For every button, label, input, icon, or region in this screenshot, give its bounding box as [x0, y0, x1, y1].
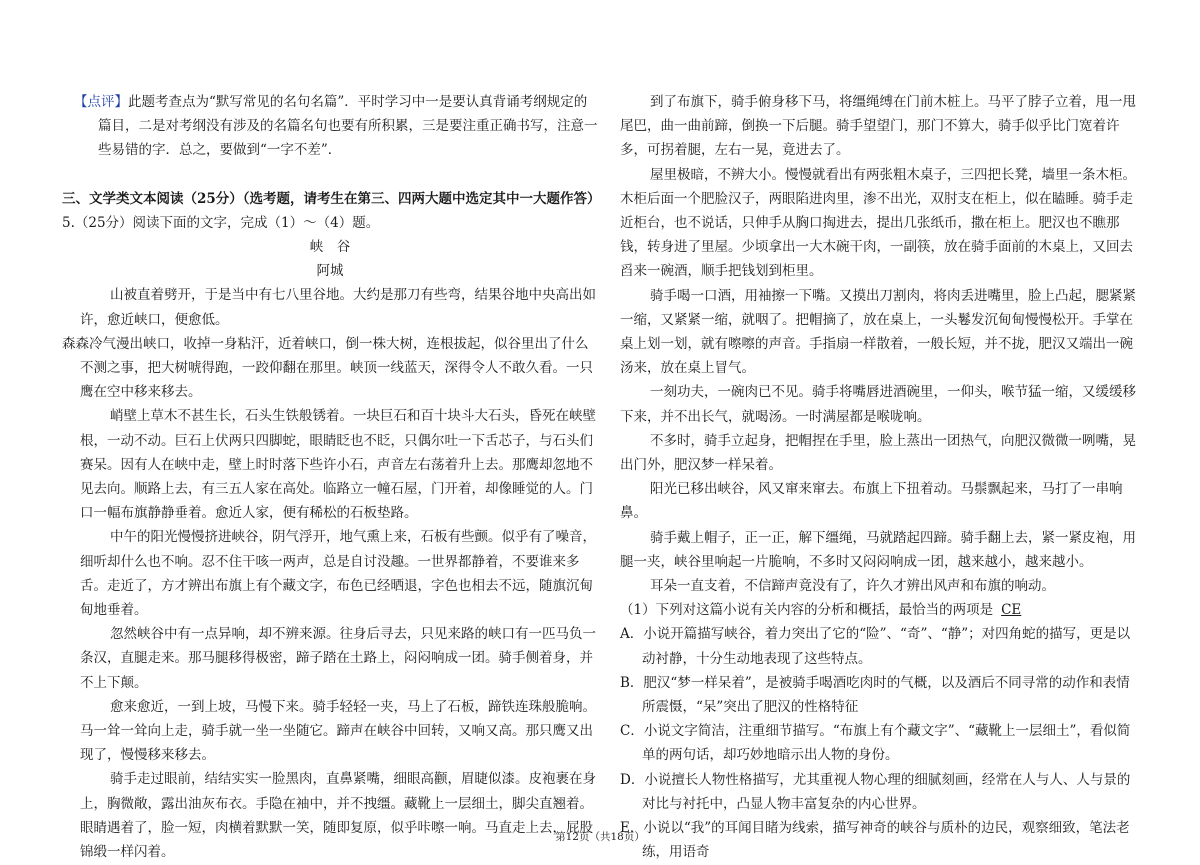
comment-text: 此题考查点为“默写常见的名句名篇”．平时学习中一是要认真背诵考纲规定的篇目，二是对考纲没有涉及的名篇名句也要有所积累，三是要注重正确书写，注意一些易错的字．总之，要做到“一字不差”． [98, 94, 598, 159]
question-1-answer: CE [1001, 602, 1022, 619]
story-paragraph: 屋里极暗，不辨大小。慢慢就看出有两张粗木桌子，三四把长凳，墙里一条木柜。木柜后面一个肥脸汉子，两眼陷进肉里，渗不出光，双肘支在柜上，似在瞌睡。骑手走近柜台，也不说话，只伸手从胸口掏进去，提出几张纸币，撒在柜上。肥汉也不瞧那钱，转身进了里屋。少顷拿出一大木碗干肉，一副筷，放在骑手面前的木桌上，又回去舀来一碗酒，顺手把钱划到柜里。 [620, 166, 1136, 280]
story-author: 阿城 [316, 263, 344, 280]
option-c: C．小说文字简洁，注重细节描写。“布旗上有个藏文字”、“藏靴上一层细土”，看似简单的两句话，却巧妙地暗示出人物的身份。 [620, 723, 1131, 764]
section-heading: 三、文学类文本阅读（25分）（选考题，请考生在第三、四两大题中选定其中一大题作答） [62, 190, 601, 207]
story-paragraph: 忽然峡谷中有一点异响，却不辨来源。往身后寻去，只见来路的峡口有一匹马负一条汉，直腿走来。那马腿移得极密，蹄子踏在土路上，闷闷响成一团。骑手侧着身，并不上下颠。 [80, 626, 596, 691]
story-paragraph: 愈来愈近，一到上坡，马慢下来。骑手轻轻一夹，马上了石板，蹄铁连珠般脆响。马一耸一耸向上走，骑手就一坐一坐随它。蹄声在峡谷中回转，又响又高。那只鹰又出现了，慢慢移来移去。 [80, 698, 596, 764]
question-1-prompt: （1）下列对这篇小说有关内容的分析和概括，最恰当的两项是 [620, 602, 994, 619]
story-paragraph: 中午的阳光慢慢挤进峡谷，阴气浮开，地气熏上来，石板有些颤。似乎有了噪音，细听却什么也不响。忍不住干咳一两声，总是自讨没趣。一世界都静着，不要谁来多舌。走近了，方才辨出布旗上有个藏文字，布色已经晒退，字色也相去不远，随旗沉甸甸地垂着。 [80, 529, 596, 619]
comment-block [62, 90, 598, 163]
right-column [620, 90, 1140, 865]
option-d: D．小说擅长人物性格描写，尤其重视人物心理的细腻刻画，经常在人与人、人与景的对比与衬托中，凸显人物丰富复杂的内心世界。 [620, 771, 1131, 812]
story-paragraph: 骑手喝一口酒，用袖擦一下嘴。又摸出刀割肉，将肉丢进嘴里，脸上凸起，腮紧紧一缩，又紧紧一缩，就咽了。把帽摘了，放在桌上，一头鬈发沉甸甸慢慢松开。手掌在桌上划一划，就有嚓嚓的声音。手指扇一样散着，一般长短，并不拢，肥汉又端出一碗汤来，放在桌上冒气。 [620, 287, 1136, 377]
option-b: B．肥汉“梦一样呆着”，是被骑手喝酒吃肉时的气概，以及酒后不同寻常的动作和表情所震慑，“呆”突出了肥汉的性格特征 [620, 674, 1130, 716]
story-paragraph: 森森冷气漫出峡口，收掉一身粘汗，近着峡口，倒一株大树，连根拔起，似谷里出了什么不测之事，把大树唬得跑，一跤仰翻在那里。峡顶一线蓝天，深得令人不敢久看。一只鹰在空中移来移去。 [62, 335, 593, 401]
story-paragraph: 一刻功夫，一碗肉已不见。骑手将嘴唇进酒碗里，一仰头，喉节猛一缩，又缓缓移下来，并不出长气，就喝汤。一时满屋都是喉咙响。 [620, 384, 1136, 425]
story-paragraph: 阳光已移出峡谷，风又窜来窜去。布旗上下扭着动。马鬃飘起来，马打了一串响鼻。 [620, 481, 1123, 522]
option-a: A．小说开篇描写峡谷，着力突出了它的“险”、“奇”、“静”；对四角蛇的描写，更是以动衬静，十分生动地表现了这些特点。 [620, 626, 1131, 667]
story-paragraph: 山被直着劈开，于是当中有七八里谷地。大约是那刀有些弯，结果谷地中央高出如许，愈近峡口，便愈低。 [80, 287, 596, 328]
story-title: 峡 谷 [309, 239, 351, 256]
question-1 [620, 598, 1140, 622]
comment-tag: 【点评】 [74, 94, 128, 110]
story-paragraph: 峭壁上草木不甚生长，石头生铁般锈着。一块巨石和百十块斗大石头，昏死在峡壁根，一动不动。巨石上伏两只四脚蛇，眼睛眨也不眨，只偶尔吐一下舌芯子，与石头们赛呆。因有人在峡中走，壁上时时落下些许小石，声音左右荡着升上去。那鹰却忽地不见去向。顺路上去，有三五人家在高处。临路立一幢石屋，门开着，却像睡觉的人。门口一幅布旗静静垂着。愈近人家，便有稀松的石板垫路。 [80, 408, 596, 522]
story-paragraph: 骑手戴上帽子，正一正，解下缰绳，马就踏起四蹄。骑手翻上去，紧一紧皮袍，用腿一夹，峡谷里响起一片脆响，不多时又闷闷响成一团，越来越小，越来越小。 [620, 529, 1136, 570]
option-e: E．小说以“我”的耳闻目睹为线索，描写神奇的峡谷与质朴的边民，观察细致，笔法老练，用语奇 [620, 820, 1130, 861]
story-paragraph: 耳朵一直支着，不信蹄声竟没有了，许久才辨出风声和布旗的响动。 [650, 578, 1055, 595]
story-paragraph: 到了布旗下，骑手俯身移下马，将缰绳缚在门前木桩上。马平了脖子立着，甩一甩尾巴，曲一曲前蹄，倒换一下后腿。骑手望望门，那门不算大，骑手似乎比门宽着许多，可拐着腿，左右一晃，竟进去了。 [620, 94, 1136, 159]
page-footer: 第12页（共18页） [555, 831, 645, 843]
question-intro: 5.（25分）阅读下面的文字，完成（1）～（4）题。 [62, 214, 380, 231]
story-paragraph: 不多时，骑手立起身，把帽捏在手里，脸上蒸出一团热气，向肥汉微微一咧嘴，晃出门外，肥汉梦一样呆着。 [620, 432, 1136, 474]
story-paragraph: 骑手走过眼前，结结实实一脸黑肉，直鼻紧嘴，细眼高颧，眉睫似漆。皮袍裹在身上，胸微敞，露出油灰布衣。手隐在袖中，并不拽缰。藏靴上一层细土，脚尖直翘着。眼睛遇着了，脸一短，肉横着默默一笑，随即复原，似乎咔嚓一响。马直走上去，屁股锦缎一样闪着。 [80, 771, 596, 861]
